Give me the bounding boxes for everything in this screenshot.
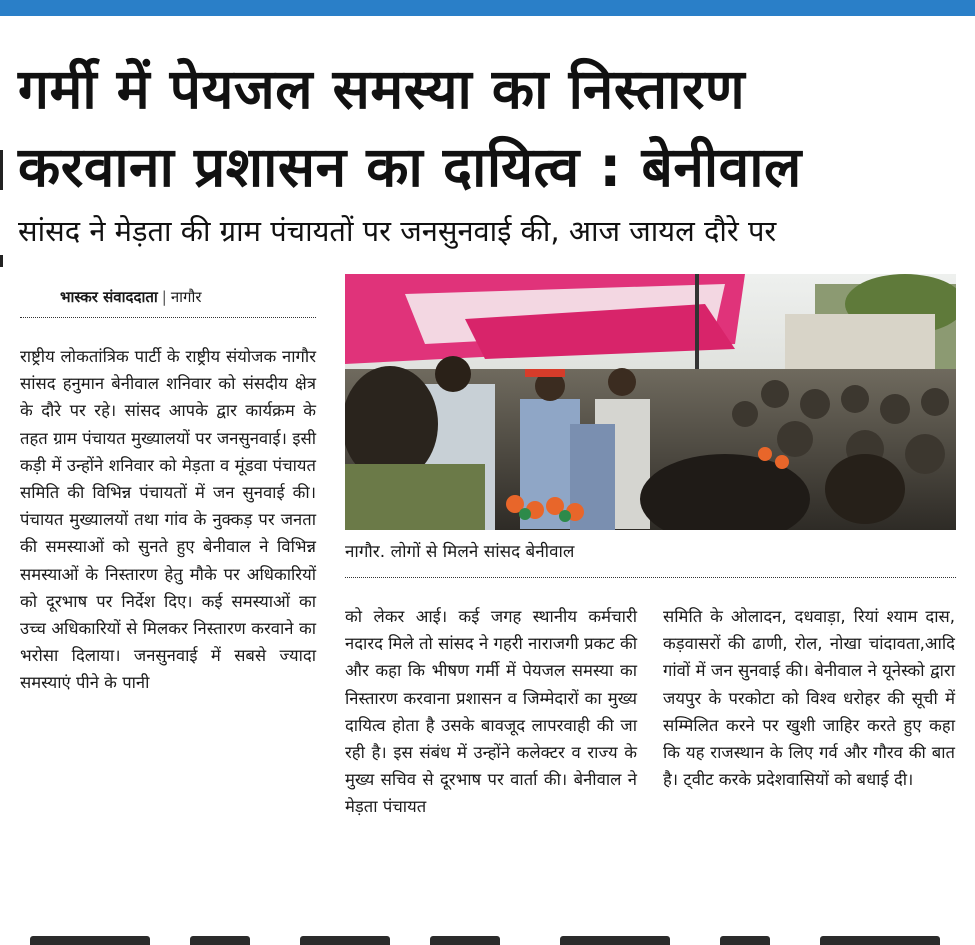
article-column-1: राष्ट्रीय लोकतांत्रिक पार्टी के राष्ट्रीय संयोजक नागौर सांसद हनुमान बेनीवाल शनिवार को संसदीय क्षेत्र के दौरे पर रहे। सांसद आपके द्वार कार्यक्रम के तहत ग्राम पंचायत मुख्यालयों पर जनसुनवाई। इसी कड़ी में उन्होंने शनिवार को मेड़ता व मूंडवा पंचायत समिति की विभिन्न पंचायतों में जन सुनवाई की। पंचायत मुख्यालयों तथा गांव के नुक्कड़ पर जनता की समस्याओं को सुनते हुए बेनीवाल ने विभिन्न समस्याओं के निस्तारण हेतु मौके पर अधिकारियों को दूरभाष पर निर्देश दिए। कई समस्याओं का उच्च अधिकारियों से मिलकर निस्तारण करवाने का भरोसा दिलाया। जनसुनवाई में सबसे ज्यादा समस्याएं पीने के पानी <box>20 347 316 693</box>
byline-separator: | <box>161 288 167 306</box>
byline-reporter: भास्कर संवाददाता <box>60 288 158 306</box>
page-edge-mark <box>0 150 3 190</box>
news-photo <box>345 274 956 530</box>
article-column-3: समिति के ओलादन, दधवाड़ा, रियां श्याम दास, कड़वासरों की ढाणी, रोल, नोखा चांदावता,आदि गांवों में जन सुनवाई की। बेनीवाल ने यूनेस्को द्वारा जयपुर के परकोटा को विश्व धरोहर की सूची में सम्मिलित करने पर खुशी जाहिर करते हुए कहा कि यह राजस्थान के लिए गर्व और गौरव की बात है। ट्वीट करके प्रदेशवासियों को बधाई दी। <box>663 607 955 790</box>
next-article-cut-off <box>0 930 975 945</box>
article-column-2: को लेकर आई। कई जगह स्थानीय कर्मचारी नदारद मिले तो सांसद ने गहरी नाराजगी प्रकट की और कहा कि भीषण गर्मी में पेयजल समस्या का निस्तारण करवाना प्रशासन व जिम्मेदारों का मुख्य दायित्व होता है उसके बावजूद लापरवाही की जा रही है। इस संबंध में उन्होंने कलेक्टर व राज्य के मुख्य सचिव से दूरभाष पर वार्ता की। बेनीवाल ने मेड़ता पंचायत <box>345 607 637 817</box>
byline-divider <box>20 317 316 318</box>
byline-location: नागौर <box>170 288 202 306</box>
top-color-bar <box>0 0 975 16</box>
page-edge-mark <box>0 255 3 267</box>
headline-line-1: गर्मी में पेयजल समस्या का निस्तारण <box>18 57 746 121</box>
headline-line-2: करवाना प्रशासन का दायित्व : बेनीवाल <box>18 135 802 199</box>
byline <box>60 286 320 308</box>
subheadline: सांसद ने मेड़ता की ग्राम पंचायतों पर जनसुनवाई की, आज जायल दौरे पर <box>18 214 777 248</box>
photo-caption: नागौर. लोगों से मिलने सांसद बेनीवाल <box>345 542 575 562</box>
caption-divider <box>345 577 956 578</box>
